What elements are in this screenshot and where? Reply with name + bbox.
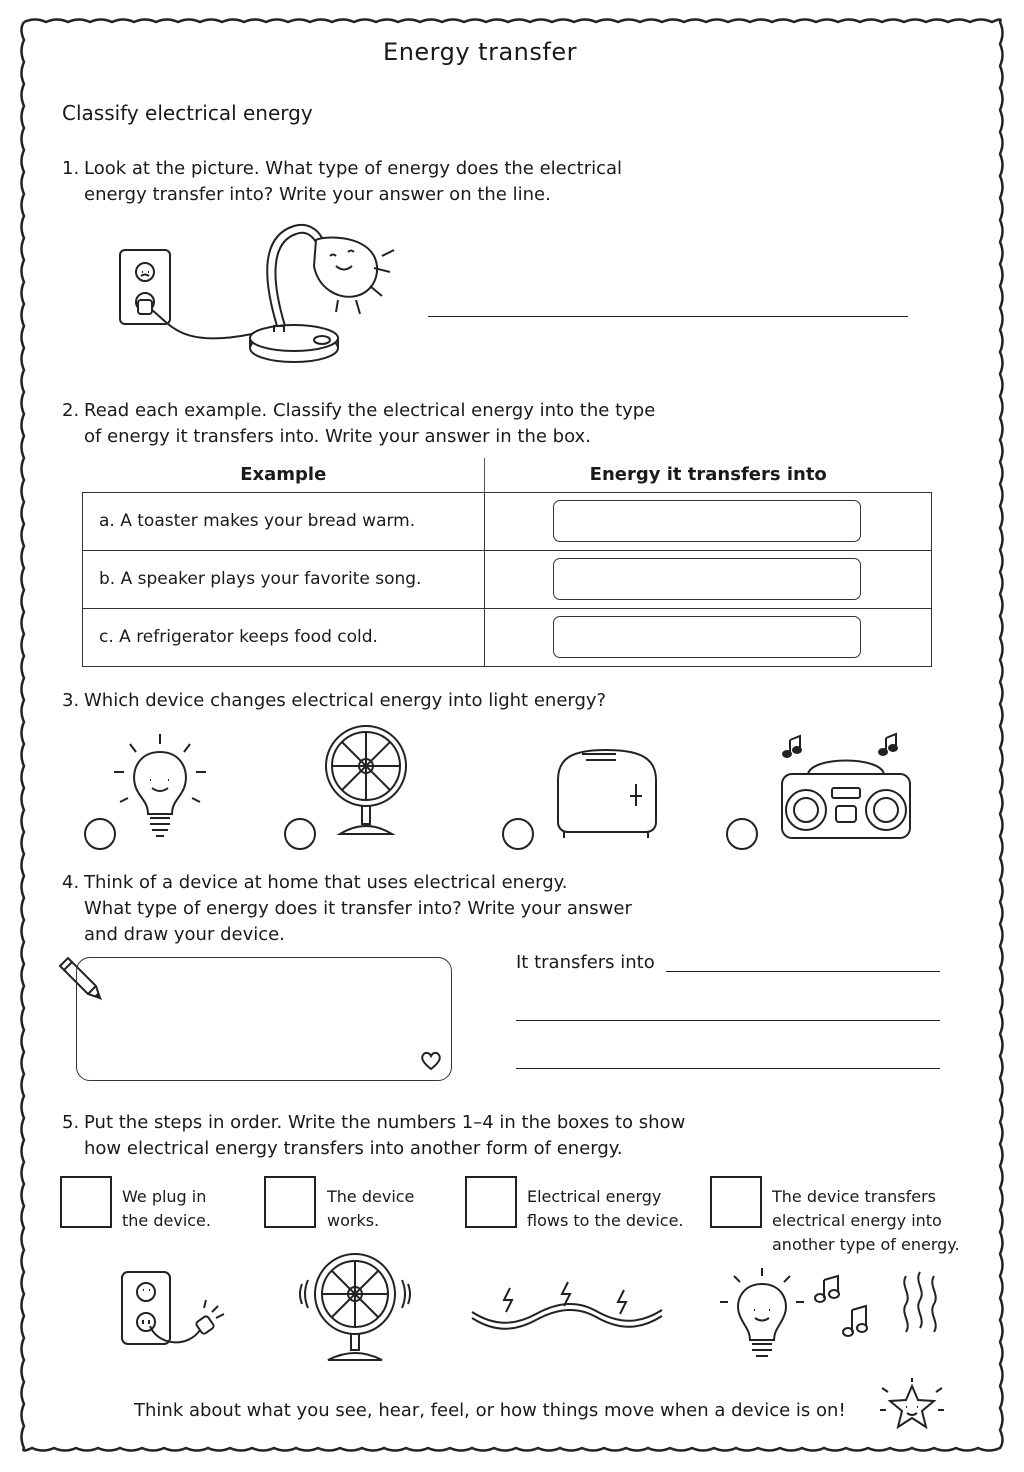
step-number-box[interactable] [710, 1176, 762, 1228]
table-row [83, 608, 932, 666]
table-header-example: Example [83, 458, 485, 492]
q4-answer-line[interactable] [666, 971, 940, 972]
answer-box[interactable] [553, 500, 861, 542]
section-heading: Classify electrical energy [62, 101, 313, 125]
step-text: The device works. [327, 1187, 415, 1230]
answer-box[interactable] [553, 616, 861, 658]
table-cell-example: b. A speaker plays your favorite song. [83, 550, 485, 608]
step-number-box[interactable] [264, 1176, 316, 1228]
desk-lamp-icon [112, 216, 402, 370]
question-4 [62, 870, 632, 948]
table-cell-example: a. A toaster makes your bread warm. [83, 492, 485, 550]
table-row [83, 492, 932, 550]
step-text: Electrical energy flows to the device. [527, 1187, 684, 1230]
fan-icon [298, 1250, 412, 1366]
step-text: The device transfers electrical energy into another type of energy. [772, 1187, 960, 1254]
step-number-box[interactable] [60, 1176, 112, 1228]
question-number: 2. [62, 400, 80, 421]
step-number-box[interactable] [465, 1176, 517, 1228]
plug-outlet-icon [118, 1268, 238, 1352]
toaster-icon [552, 744, 662, 840]
question-text: energy transfer into? Write your answer on the line. [84, 184, 551, 205]
q4-answer-line[interactable] [516, 1068, 940, 1069]
question-text: how electrical energy transfers into another form of energy. [84, 1138, 623, 1159]
fan-icon [318, 722, 414, 842]
page-title: Energy transfer [383, 38, 577, 66]
question-3 [62, 688, 606, 714]
heart-icon [420, 1051, 442, 1071]
table-cell-example: c. A refrigerator keeps food cold. [83, 608, 485, 666]
question-text: Read each example. Classify the electrical energy into the type [84, 400, 656, 421]
table-header-energy: Energy it transfers into [589, 464, 827, 486]
drawing-box[interactable] [76, 957, 452, 1081]
footer-tip: Think about what you see, hear, feel, or how things move when a device is on! [134, 1400, 846, 1421]
question-2 [62, 398, 655, 450]
question-number: 3. [62, 690, 80, 711]
transfers-into-label: It transfers into [516, 952, 655, 973]
question-text: Put the steps in order. Write the numbers 1–4 in the boxes to show [84, 1112, 686, 1133]
question-number: 5. [62, 1112, 80, 1133]
electric-current-icon [470, 1278, 664, 1334]
classification-table [82, 458, 932, 667]
question-text: Which device changes electrical energy into light energy? [84, 690, 607, 711]
question-text: Think of a device at home that uses electrical energy. [84, 872, 568, 893]
heat-waves-icon [904, 1272, 935, 1332]
answer-box[interactable] [553, 558, 861, 600]
question-5 [62, 1110, 685, 1162]
question-text: Look at the picture. What type of energy does the electrical [84, 158, 623, 179]
question-text: and draw your device. [84, 924, 285, 945]
radio-icon [778, 730, 914, 842]
option-radio-toaster[interactable] [502, 818, 534, 850]
energy-output-icons [716, 1266, 956, 1364]
music-notes-icon [815, 1276, 867, 1336]
light-bulb-icon [108, 732, 212, 842]
q1-answer-line[interactable] [428, 316, 908, 317]
table-row [83, 550, 932, 608]
light-bulb-icon [720, 1268, 804, 1356]
question-number: 1. [62, 158, 80, 179]
option-radio-fan[interactable] [284, 818, 316, 850]
question-number: 4. [62, 872, 80, 893]
question-1 [62, 156, 622, 208]
option-radio-boombox[interactable] [726, 818, 758, 850]
step-text: We plug in the device. [122, 1187, 211, 1230]
question-text: What type of energy does it transfer into? Write your answer [84, 898, 632, 919]
star-icon [876, 1376, 948, 1436]
question-text: of energy it transfers into. Write your answer in the box. [84, 426, 591, 447]
q4-answer-line[interactable] [516, 1020, 940, 1021]
